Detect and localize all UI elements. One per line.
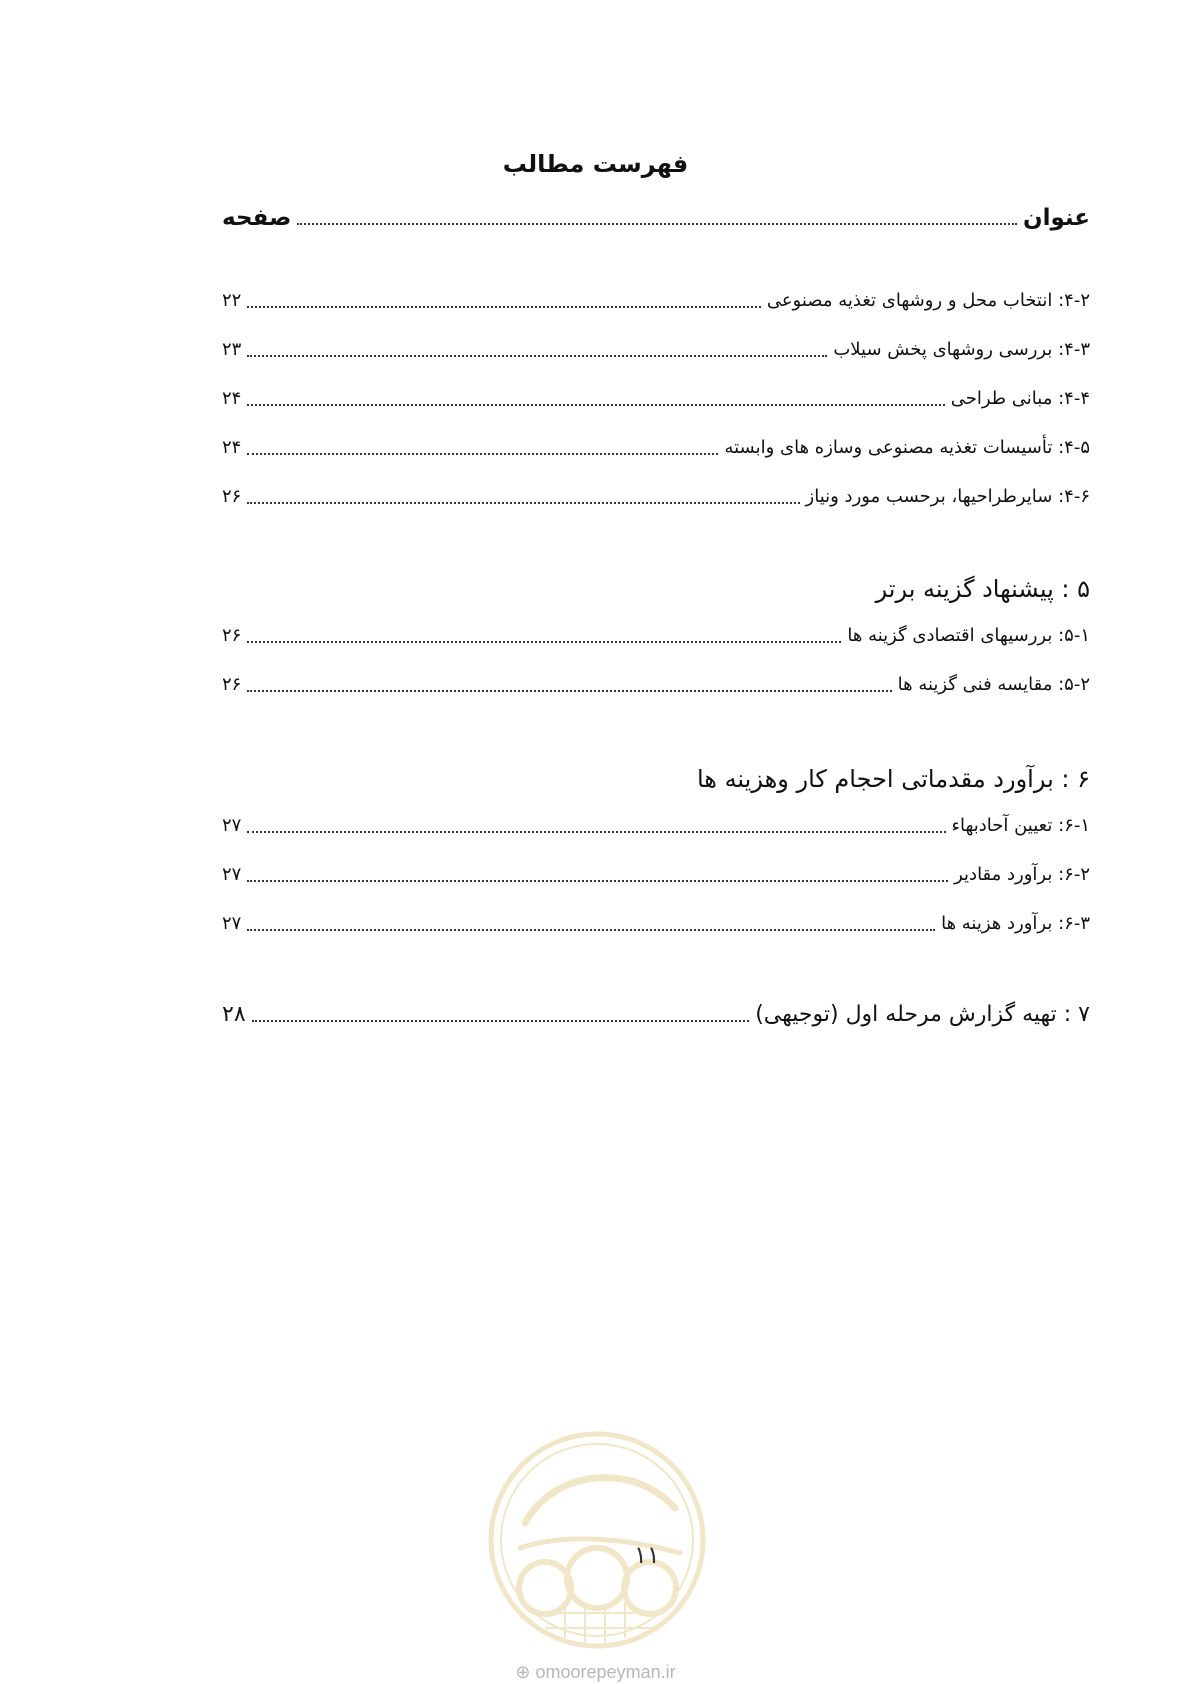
dot-leader	[252, 1020, 750, 1022]
toc-entry-page: ۲۶	[222, 674, 242, 695]
section-heading: ۶ : برآورد مقدماتی احجام کار وهزینه ها	[696, 765, 1090, 793]
toc-entry-section7	[222, 1002, 1090, 1027]
dot-leader	[247, 306, 760, 308]
toc-entry-page: ۲۲	[222, 290, 242, 311]
dot-leader	[297, 223, 1017, 225]
toc-entry-page: ۲۳	[222, 339, 242, 360]
website-url: omoorepeyman.ir	[535, 1662, 676, 1682]
toc-entry	[222, 625, 1090, 646]
toc-entry-label: ۶-۱: تعیین آحادبهاء	[951, 815, 1090, 836]
toc-entry-label: ۴-۲: انتخاب محل و روشهای تغذیه مصنوعی	[766, 290, 1090, 311]
dot-leader	[247, 690, 891, 692]
dot-leader	[247, 641, 841, 643]
dot-leader	[247, 502, 799, 504]
toc-entry	[222, 486, 1090, 507]
toc-entry	[222, 437, 1090, 458]
dot-leader	[247, 355, 827, 357]
toc-entry	[222, 290, 1090, 311]
toc-entry-page: ۲۶	[222, 486, 242, 507]
toc-entry-label: ۴-۴: مبانی طراحی	[950, 388, 1090, 409]
toc-entry-label: ۶-۲: برآورد مقادیر	[954, 864, 1090, 885]
toc-entry	[222, 815, 1090, 836]
toc-entry-page: ۲۶	[222, 625, 242, 646]
toc-entry	[222, 388, 1090, 409]
globe-icon: ⊕	[515, 1662, 531, 1682]
toc-entry-page: ۲۷	[222, 815, 242, 836]
dot-leader	[247, 880, 948, 882]
watermark-seal-icon	[485, 1428, 710, 1653]
page-number: ۱۱	[634, 1541, 660, 1569]
toc-entry	[222, 864, 1090, 885]
toc-entry-label: ۷ : تهیه گزارش مرحله اول (توجیهی)	[755, 1002, 1090, 1027]
dot-leader	[247, 929, 935, 931]
toc-entry	[222, 674, 1090, 695]
toc-entry-label: ۴-۶: سایرطراحیها، برحسب مورد ونیاز	[805, 486, 1090, 507]
toc-entry-label: ۴-۳: بررسی روشهای پخش سیلاب	[833, 339, 1090, 360]
header-page-label: صفحه	[222, 205, 292, 231]
dot-leader	[247, 404, 944, 406]
toc-entry-page: ۲۷	[222, 913, 242, 934]
website-watermark	[0, 1662, 1191, 1683]
toc-entry-label: ۵-۲: مقایسه فنی گزینه ها	[897, 674, 1090, 695]
dot-leader	[247, 453, 718, 455]
page-title: فهرست مطالب	[502, 150, 689, 178]
toc-entry-page: ۲۴	[222, 437, 242, 458]
section-heading: ۵ : پیشنهاد گزینه برتر	[875, 575, 1090, 603]
dot-leader	[247, 831, 945, 833]
toc-entry-page: ۲۷	[222, 864, 242, 885]
toc-entry-label: ۶-۳: برآورد هزینه ها	[941, 913, 1090, 934]
toc-entry-page: ۲۴	[222, 388, 242, 409]
toc-header	[222, 205, 1090, 231]
toc-entry-label: ۴-۵: تأسیسات تغذیه مصنوعی وسازه های وابسته	[724, 437, 1090, 458]
header-title-label: عنوان	[1022, 205, 1090, 231]
toc-entry-page: ۲۸	[222, 1002, 246, 1027]
toc-entry	[222, 339, 1090, 360]
toc-entry	[222, 913, 1090, 934]
toc-entry-label: ۵-۱: بررسیهای اقتصادی گزینه ها	[847, 625, 1090, 646]
